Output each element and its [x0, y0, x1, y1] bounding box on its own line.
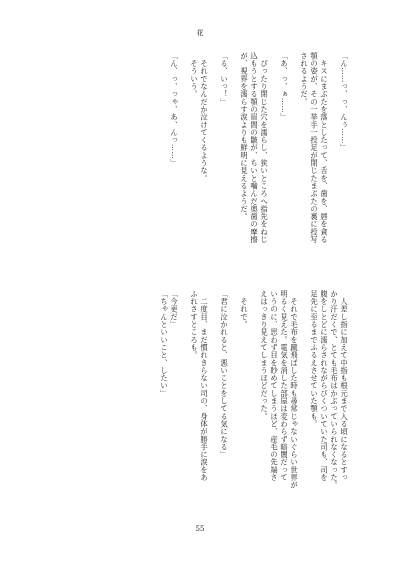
blank-line	[209, 52, 219, 252]
lower-text-block	[49, 290, 349, 490]
blank-line	[229, 52, 239, 252]
text-line: 明るく見えた。電気を消した部屋は変わらず暗闇だって	[280, 290, 289, 482]
blank-line	[179, 52, 189, 252]
page-number: 55	[195, 525, 205, 533]
blank-line	[299, 290, 309, 490]
text-line: 「る、いっ！」	[220, 52, 229, 106]
text-line: それで。	[240, 290, 249, 329]
text-line: キスにまぶたを落としたって、舌を、歯を、唇を貪る	[320, 52, 329, 244]
blank-line	[249, 290, 259, 490]
text-line: 人差し指に加えて中指も根元まで入る頃になるとすっ	[340, 290, 349, 482]
text-line: 腹をしとどに濡らされながらびくついていた司も、司を	[320, 290, 329, 482]
text-line: 顎の姿が、その一挙手一投足が閉じたまぶたの裏に投写	[310, 52, 319, 244]
blank-line	[269, 52, 279, 252]
text-line: そういう。	[190, 52, 199, 98]
text-line: 「ん……っ、っ、んぅ……」	[340, 52, 349, 152]
text-line: 「ちゃんといいこと、したい」	[160, 290, 169, 398]
text-line: 込もうとする顎の眉間の皺が、ちいと噛んだ奥歯の摩擦	[250, 52, 259, 244]
blank-line	[229, 290, 239, 490]
text-line: ぴったり閉じた穴を濡らし、狭いところへ指先をねじ	[260, 52, 269, 244]
text-line: えはっきり見えてしまうほどだった。	[260, 290, 269, 421]
text-line: いうのに、思わず目を眇めてしまうほど、産毛の先端さ	[270, 290, 279, 482]
running-head: 花	[196, 29, 204, 37]
text-line: かり汗だくで、とても毛布はかぶっていられなくなった。	[330, 290, 339, 489]
blank-line	[209, 290, 219, 490]
blank-line	[179, 290, 189, 490]
text-line: 二度目、まだ慣れきらない司の、身体が勝手に涙をあ	[200, 290, 209, 482]
blank-line	[329, 52, 339, 252]
text-line: が、視界を濡らす涙よりも鮮明に見えるようだ。	[240, 52, 249, 221]
text-line: されるようだ。	[300, 52, 309, 106]
upper-text-block	[49, 52, 349, 252]
text-line: 「君に泣かれると、悪いことをしてる気になる」	[220, 290, 229, 459]
text-line: 「今更だ」	[170, 290, 179, 329]
text-line: それで毛布を蹴飛ばした時も尋常じゃないぐらい世界が	[290, 290, 299, 489]
text-line: 「ん、っ、っゃ、あ、んっ……」	[170, 52, 179, 167]
text-line: それでなんだか泣けてくるような。	[200, 52, 209, 183]
text-line: 「あ、っ、ぁ……」	[280, 52, 289, 121]
text-line: ふれさすところも。	[190, 290, 199, 359]
text-line: 足先に至るまでふるえさせていた顎も。	[310, 290, 319, 428]
blank-line	[289, 52, 299, 252]
